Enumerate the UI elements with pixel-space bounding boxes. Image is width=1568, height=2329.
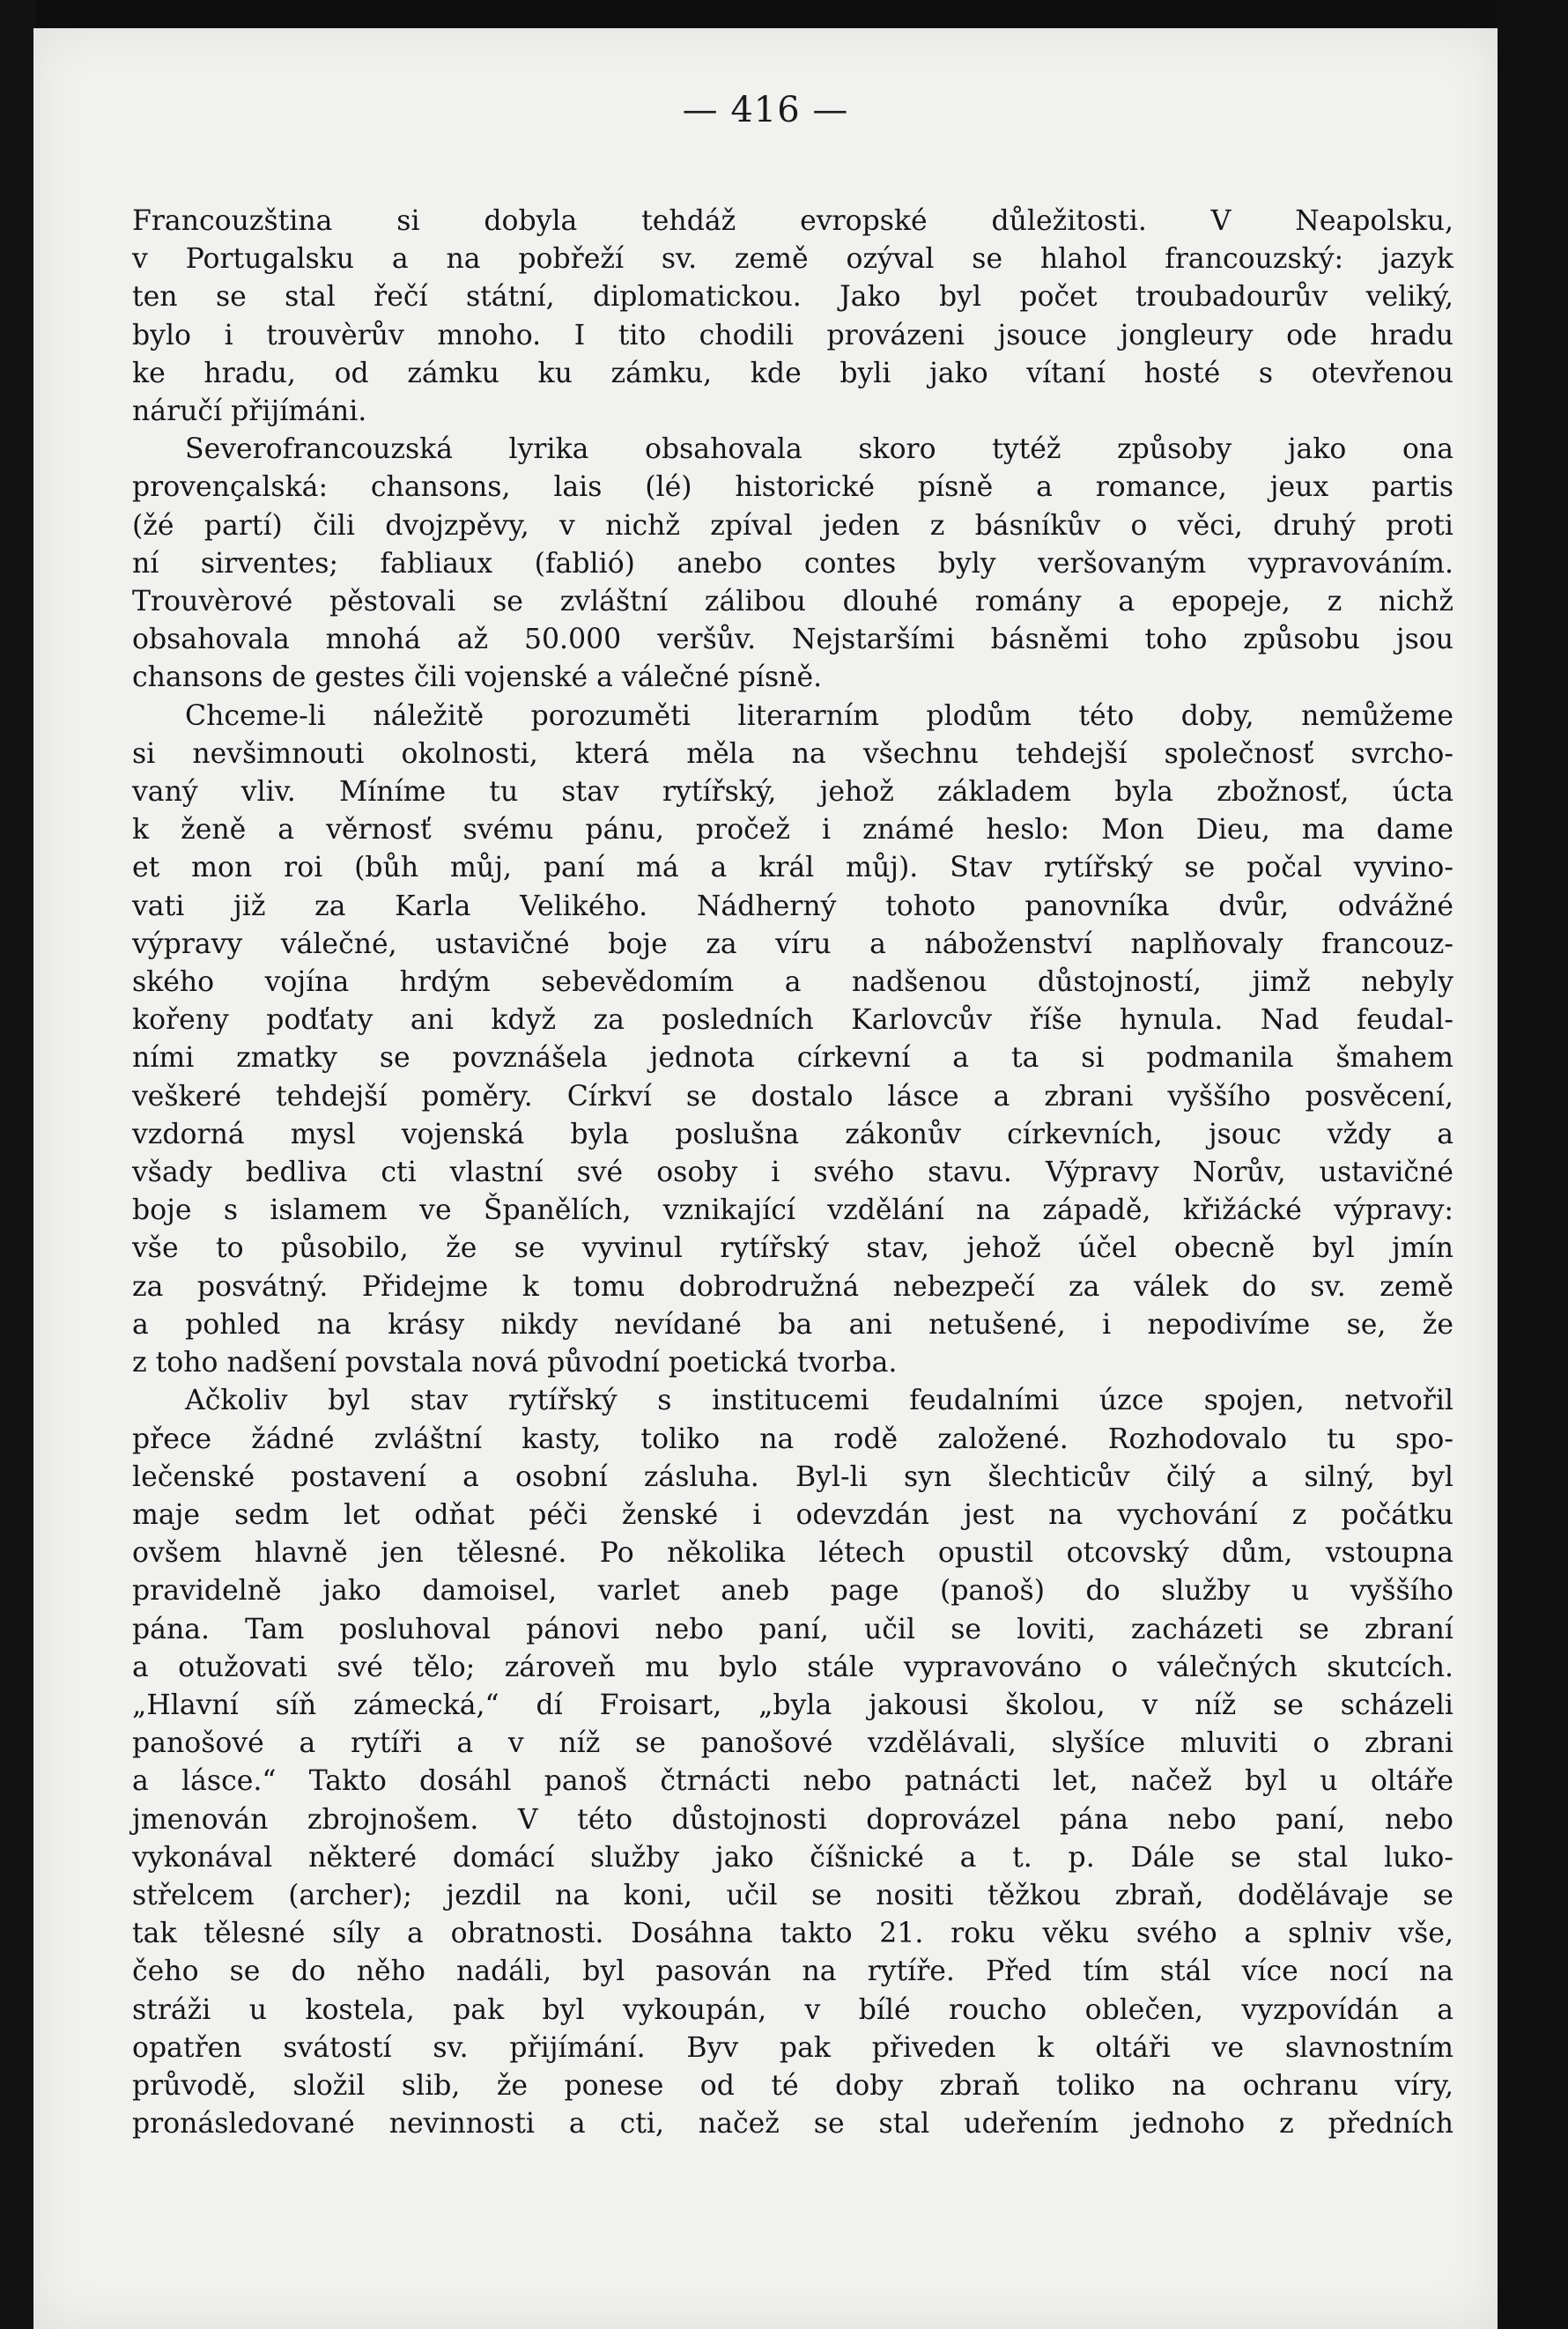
scan-border-left <box>0 0 35 2329</box>
body-text <box>132 203 1453 2143</box>
text-line: za posvátný. Přidejme k tomu dobrodružná nebezpečí za válek do sv. země <box>132 1270 1453 1303</box>
text-line: Francouzština si dobyla tehdáž evropské důležitosti. V Neapolsku, <box>132 205 1453 237</box>
text-line: et mon roi (bůh můj, paní má a král můj). Stav rytířský se počal vyvino- <box>132 852 1453 884</box>
text-line: ke hradu, od zámku ku zámku, kde byli jako vítaní hosté s otevřenou <box>132 357 1453 389</box>
text-line: ovšem hlavně jen tělesné. Po několika létech opustil otcovský dům, vstoupna <box>132 1537 1453 1570</box>
text-line: z toho nadšení povstala nová původní poetická tvorba. <box>132 1347 898 1379</box>
book-page <box>33 28 1498 2329</box>
text-line: Chceme-li náležitě porozuměti literarním plodům této doby, nemůžeme <box>185 699 1453 732</box>
text-line: vzdorná mysl vojenská byla poslušna zákonův církevních, jsouc vždy a <box>132 1118 1453 1150</box>
text-line: stráži u kostela, pak byl vykoupán, v bílé roucho oblečen, vyzpovídán a <box>132 1993 1453 2026</box>
text-line: veškeré tehdejší poměry. Církví se dostalo lásce a zbrani vyššího posvěcení, <box>132 1080 1453 1113</box>
text-line: boje s islamem ve Španělích, vznikající vzdělání na západě, křižácké výpravy: <box>132 1194 1453 1227</box>
text-line: a pohled na krásy nikdy nevídané ba ani netušené, i nepodivíme se, že <box>132 1308 1453 1341</box>
text-line: ského vojína hrdým sebevědomím a nadšenou důstojností, jimž nebyly <box>132 966 1453 999</box>
text-line: pravidelně jako damoisel, varlet aneb page (panoš) do služby u vyššího <box>132 1575 1453 1608</box>
text-line: vati již za Karla Velikého. Nádherný tohoto panovníka dvůr, odvážné <box>132 890 1453 922</box>
text-line: všady bedliva cti vlastní své osoby i svého stavu. Výpravy Norův, ustavičné <box>132 1157 1453 1189</box>
text-line: ní sirventes; fabliaux (fablió) anebo contes byly veršovaným vypravováním. <box>132 547 1453 580</box>
text-line: ními zmatky se povznášela jednota církevní a ta si podmanila šmahem <box>132 1042 1453 1075</box>
text-line: ten se stal řečí státní, diplomatickou. Jako byl počet troubadourův veliký, <box>132 281 1453 314</box>
text-line: Trouvèrové pěstovali se zvláštní zálibou dlouhé romány a epopeje, z nichž <box>132 586 1453 618</box>
text-line: Ačkoliv byl stav rytířský s institucemi feudalními úzce spojen, netvořil <box>185 1385 1453 1417</box>
text-line: čeho se do něho nadáli, byl pasován na rytíře. Před tím stál více nocí na <box>132 1956 1453 1988</box>
text-line: k ženě a věrnosť svému pánu, pročež i známé heslo: Mon Dieu, ma dame <box>132 814 1453 847</box>
text-line: vše to působilo, že se vyvinul rytířský stav, jehož účel obecně byl jmín <box>132 1232 1453 1265</box>
text-line: si nevšimnouti okolnosti, která měla na všechnu tehdejší společnosť svrcho- <box>132 737 1453 770</box>
text-line: a lásce.“ Takto dosáhl panoš čtrnácti nebo patnácti let, načež byl u oltáře <box>132 1765 1453 1798</box>
text-line: a otužovati své tělo; zároveň mu bylo stále vypravováno o válečných skutcích. <box>132 1651 1453 1683</box>
text-line: opatřen svátostí sv. přijímání. Byv pak přiveden k oltáři ve slavnostním <box>132 2031 1453 2064</box>
text-line: tak tělesné síly a obratnosti. Dosáhna takto 21. roku věku svého a splniv vše, <box>132 1918 1453 1950</box>
paragraph-2 <box>132 431 1453 697</box>
paragraph-4 <box>132 1382 1453 2143</box>
text-line: obsahovala mnohá až 50.000 veršův. Nejstaršími básněmi toho způsobu jsou <box>132 624 1453 656</box>
text-line: kořeny podťaty ani když za posledních Karlovcův říše hynula. Nad feudal- <box>132 1004 1453 1037</box>
text-line: pronásledované nevinnosti a cti, načež se stal udeřením jednoho z předních <box>132 2108 1453 2140</box>
text-line: jmenován zbrojnošem. V této důstojnosti doprovázel pána nebo paní, nebo <box>132 1803 1453 1836</box>
text-line: průvodě, složil slib, že ponese od té doby zbraň toliko na ochranu víry, <box>132 2069 1453 2102</box>
text-line: pána. Tam posluhoval pánovi nebo paní, učil se loviti, zacházeti se zbraní <box>132 1613 1453 1645</box>
text-line: panošové a rytíři a v níž se panošové vzdělávali, slyšíce mluviti o zbrani <box>132 1727 1453 1760</box>
text-line: vaný vliv. Míníme tu stav rytířský, jehož základem byla zbožnosť, úcta <box>132 776 1453 809</box>
text-line: vykonával některé domácí služby jako číšnické a t. p. Dále se stal luko- <box>132 1841 1453 1874</box>
text-line: Severofrancouzská lyrika obsahovala skoro tytéž způsoby jako ona <box>185 433 1453 466</box>
page-number: — 416 — <box>682 90 849 130</box>
paragraph-1 <box>132 203 1453 431</box>
scan-border-right <box>1498 0 1568 2329</box>
text-line: bylo i trouvèrův mnoho. I tito chodili provázeni jsouce jongleury ode hradu <box>132 319 1453 351</box>
text-line: provençalská: chansons, lais (lé) historické písně a romance, jeux partis <box>132 471 1453 504</box>
text-line: náručí přijímáni. <box>132 396 367 428</box>
text-line: přece žádné zvláštní kasty, toliko na rodě založené. Rozhodovalo tu spo- <box>132 1423 1453 1455</box>
text-line: (žé partí) čili dvojzpěvy, v nichž zpíval jeden z básníkův o věci, druhý proti <box>132 509 1453 542</box>
text-line: střelcem (archer); jezdil na koni, učil se nositi těžkou zbraň, dodělávaje se <box>132 1879 1453 1911</box>
text-line: výpravy válečné, ustavičné boje za víru a náboženství naplňovaly francouz- <box>132 928 1453 960</box>
text-line: lečenské postavení a osobní zásluha. Byl-li syn šlechticův čilý a silný, byl <box>132 1460 1453 1493</box>
text-line: „Hlavní síň zámecká,“ dí Froisart, „byla jakousi školou, v níž se scházeli <box>132 1689 1453 1721</box>
text-line: v Portugalsku a na pobřeží sv. země ozýval se hlahol francouzský: jazyk <box>132 243 1453 276</box>
text-line: chansons de gestes čili vojenské a válečné písně. <box>132 662 823 694</box>
paragraph-3 <box>132 698 1453 1383</box>
text-line: maje sedm let odňat péči ženské i odevzdán jest na vychování z počátku <box>132 1498 1453 1531</box>
